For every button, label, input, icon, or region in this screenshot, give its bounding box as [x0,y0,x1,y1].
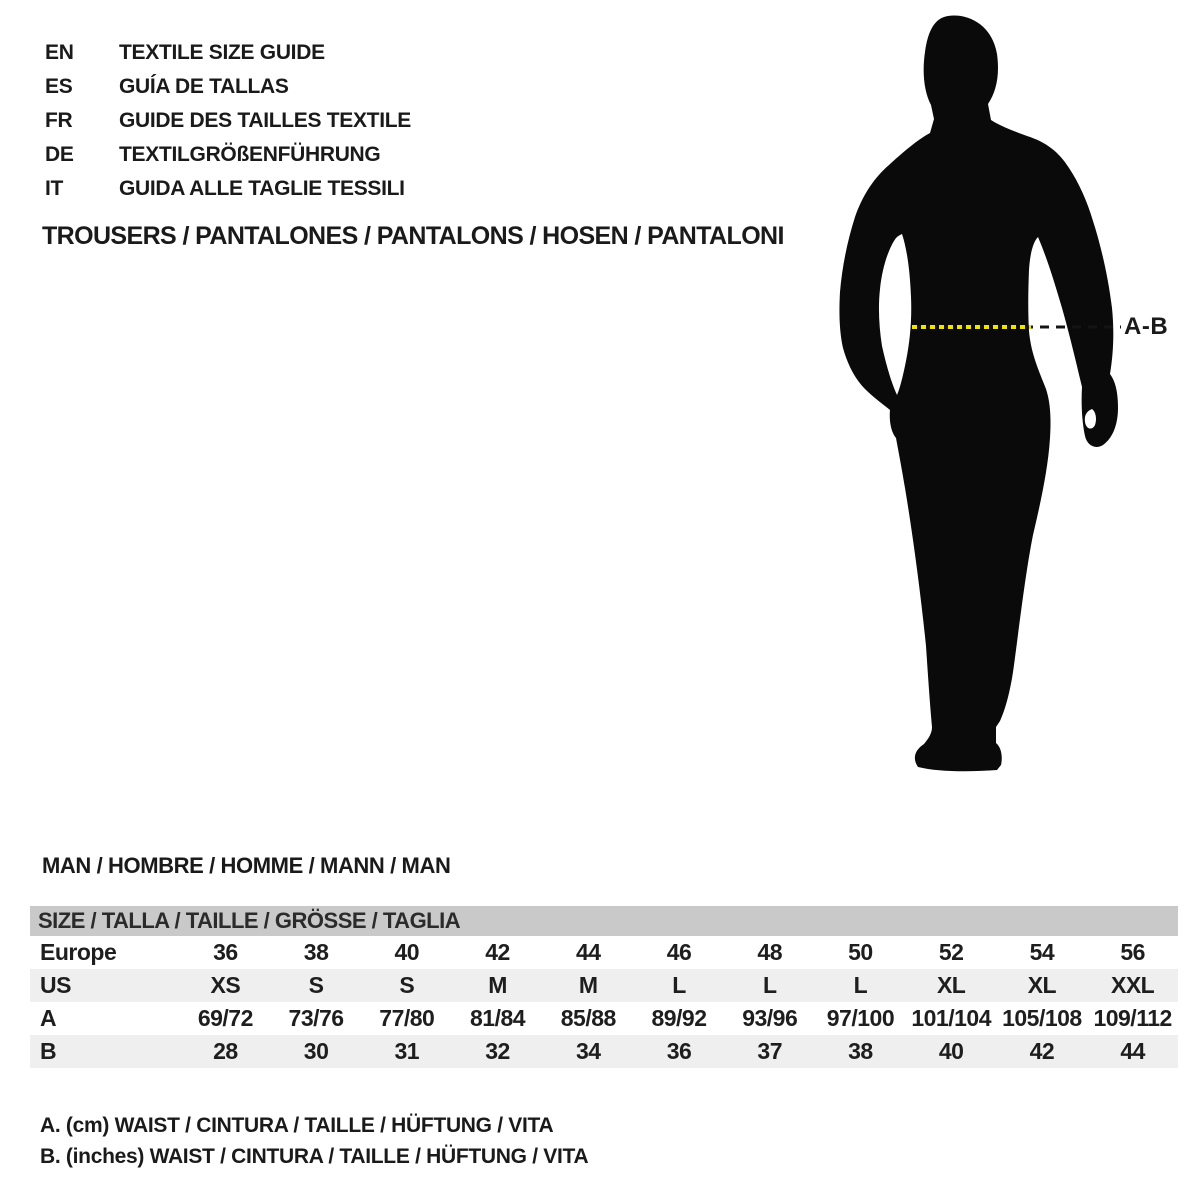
table-row [30,936,1178,969]
language-title: GUIDA ALLE TAGLIE TESSILI [119,177,405,200]
size-value: 32 [485,1038,510,1064]
size-value: 69/72 [197,1005,253,1031]
footnote: B. (inches) WAIST / CINTURA / TAILLE / HÜFTUNG / VITA [40,1145,589,1168]
size-value: 77/80 [379,1005,435,1031]
language-list [45,36,411,206]
size-value: L [672,972,686,998]
footnote: A. (cm) WAIST / CINTURA / TAILLE / HÜFTUNG / VITA [40,1114,554,1137]
language-title: GUIDE DES TAILLES TEXTILE [119,109,411,132]
size-value: 73/76 [288,1005,344,1031]
language-title: TEXTILE SIZE GUIDE [119,41,325,64]
language-code: FR [45,109,73,132]
language-title: GUÍA DE TALLAS [119,75,289,98]
size-value: 46 [666,939,692,965]
man-silhouette-path [839,16,1118,772]
section-title-man: MAN / HOMBRE / HOMME / MANN / MAN [42,853,451,878]
size-value: 97/100 [826,1005,895,1031]
size-value: 36 [666,1038,692,1064]
measure-label: A-B [1124,313,1169,340]
size-value: 44 [575,939,601,965]
language-code: EN [45,41,74,64]
garment-title: TROUSERS / PANTALONES / PANTALONS / HOSEN / PANTALONI [42,222,784,250]
row-label: US [40,972,71,998]
size-value: 85/88 [560,1005,616,1031]
language-code: ES [45,75,73,98]
language-row [45,104,411,138]
row-label: Europe [40,939,117,965]
row-label: B [40,1038,57,1064]
size-value: XXL [1111,972,1155,998]
size-value: M [488,972,507,998]
language-code: DE [45,143,74,166]
table-row [30,1035,1178,1068]
size-value: 40 [394,939,420,965]
language-code: IT [45,177,64,200]
size-value: 40 [938,1038,964,1064]
size-value: XS [210,972,241,998]
size-value: L [762,972,777,998]
language-row [45,36,411,70]
size-value: 42 [1029,1038,1055,1064]
size-value: 89/92 [651,1005,707,1031]
table-row [30,969,1178,1002]
size-value: 38 [848,1038,873,1064]
size-value: 48 [757,939,783,965]
size-value: 105/108 [1002,1005,1082,1031]
size-table-header-band: SIZE / TALLA / TAILLE / GRÖSSE / TAGLIA [30,906,1178,936]
size-value: 28 [213,1038,238,1064]
language-row [45,138,411,172]
man-silhouette-figure [830,8,1170,788]
size-value: XL [1027,972,1057,998]
size-value: 42 [485,939,510,965]
size-value: 37 [757,1038,783,1064]
size-value: 36 [213,939,238,965]
size-table [30,906,1178,1068]
row-label: A [40,1005,57,1031]
table-row [30,1002,1178,1035]
size-value: XL [936,972,966,998]
size-value: 54 [1029,939,1055,965]
size-value: 109/112 [1093,1005,1172,1031]
footnotes [40,1110,588,1172]
size-value: 44 [1120,1038,1145,1064]
language-row [45,172,411,206]
size-value: 31 [394,1038,420,1064]
size-value: S [308,972,324,998]
size-value: 34 [575,1038,601,1064]
size-value: 101/104 [911,1005,991,1031]
size-value: 93/96 [742,1005,798,1031]
size-value: L [853,972,868,998]
size-value: 56 [1120,939,1145,965]
size-value: S [399,972,415,998]
language-row [45,70,411,104]
size-value: M [578,972,598,998]
size-value: 30 [303,1038,329,1064]
size-value: 81/84 [470,1005,526,1031]
language-title: TEXTILGRÖßENFÜHRUNG [119,143,381,166]
size-value: 38 [303,939,329,965]
size-value: 52 [938,939,964,965]
size-table-rows [30,936,1178,1068]
size-value: 50 [848,939,873,965]
